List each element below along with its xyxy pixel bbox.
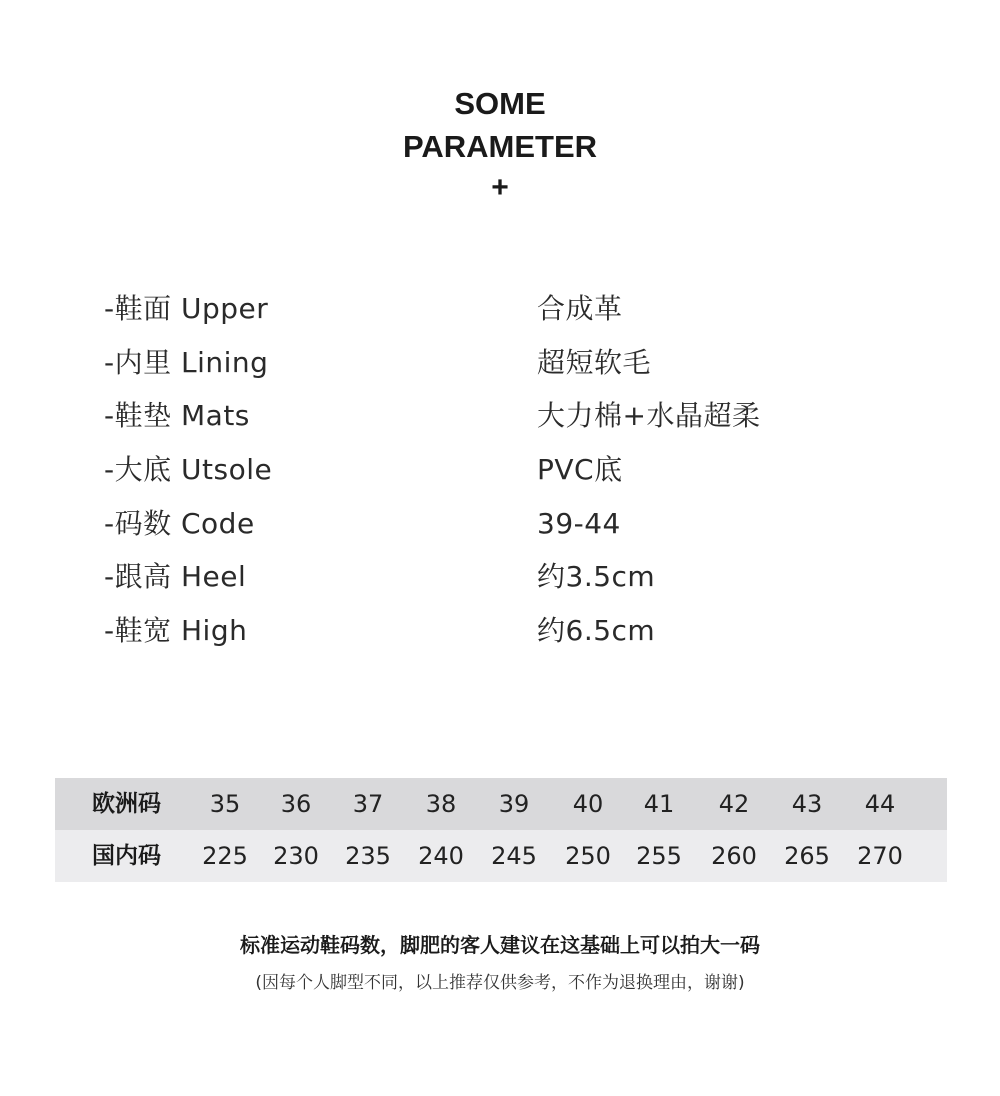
size-cell: 230: [273, 842, 319, 870]
row-header-cn: 国内码: [92, 843, 161, 869]
param-label: -鞋宽 High: [104, 614, 248, 648]
param-value: 39-44: [537, 506, 621, 540]
param-label: -跟高 Heel: [104, 560, 247, 594]
param-value: 约3.5cm: [537, 560, 656, 594]
title-line-1: SOME: [454, 86, 546, 121]
size-cell: 38: [425, 790, 457, 818]
size-cell: 235: [345, 842, 391, 870]
disclaimer-note: (因每个人脚型不同，以上推荐仅供参考，不作为退换理由，谢谢): [255, 973, 745, 993]
parameter-list: [104, 282, 904, 658]
param-value: 超短软毛: [537, 345, 652, 379]
param-label: -鞋面 Upper: [104, 292, 269, 325]
param-row-mats: [104, 389, 904, 443]
param-row-heel: [104, 550, 904, 604]
size-cell: 37: [352, 790, 384, 818]
size-cell: 35: [209, 790, 241, 818]
param-row-width: [104, 604, 904, 658]
param-value: 大力棉+水晶超柔: [537, 399, 761, 433]
size-cell: 44: [864, 790, 896, 818]
plus-icon: +: [491, 171, 509, 204]
param-label: -鞋垫 Mats: [104, 399, 250, 433]
size-row-cn: [55, 830, 947, 882]
size-cell: 36: [280, 790, 312, 818]
size-cell: 240: [418, 842, 464, 870]
param-row-upper: [104, 282, 904, 336]
size-cell: 39: [498, 790, 530, 818]
size-cell: 41: [643, 790, 675, 818]
param-row-code: [104, 497, 904, 551]
title-line-2: PARAMETER: [402, 129, 598, 164]
size-cell: 245: [491, 842, 537, 870]
param-row-outsole: [104, 443, 904, 497]
param-row-lining: [104, 336, 904, 390]
size-row-eu: [55, 778, 947, 830]
param-label: -大底 Utsole: [104, 453, 273, 487]
param-value: PVC底: [537, 453, 623, 487]
param-label: -内里 Lining: [104, 345, 269, 379]
param-value: 约6.5cm: [537, 614, 656, 648]
size-cell: 250: [565, 842, 611, 870]
size-cell: 270: [857, 842, 903, 870]
param-label: -码数 Code: [104, 506, 255, 540]
size-cell: 225: [202, 842, 248, 870]
size-cell: 260: [711, 842, 757, 870]
param-value: 合成革: [537, 292, 623, 325]
size-cell: 42: [718, 790, 750, 818]
size-advice-note: 标准运动鞋码数，脚肥的客人建议在这基础上可以拍大一码: [240, 933, 760, 957]
size-cell: 40: [572, 790, 604, 818]
size-cell: 255: [636, 842, 682, 870]
size-cell: 265: [784, 842, 830, 870]
row-header-eu: 欧洲码: [92, 791, 161, 817]
size-cell: 43: [791, 790, 823, 818]
size-table: [55, 778, 947, 882]
